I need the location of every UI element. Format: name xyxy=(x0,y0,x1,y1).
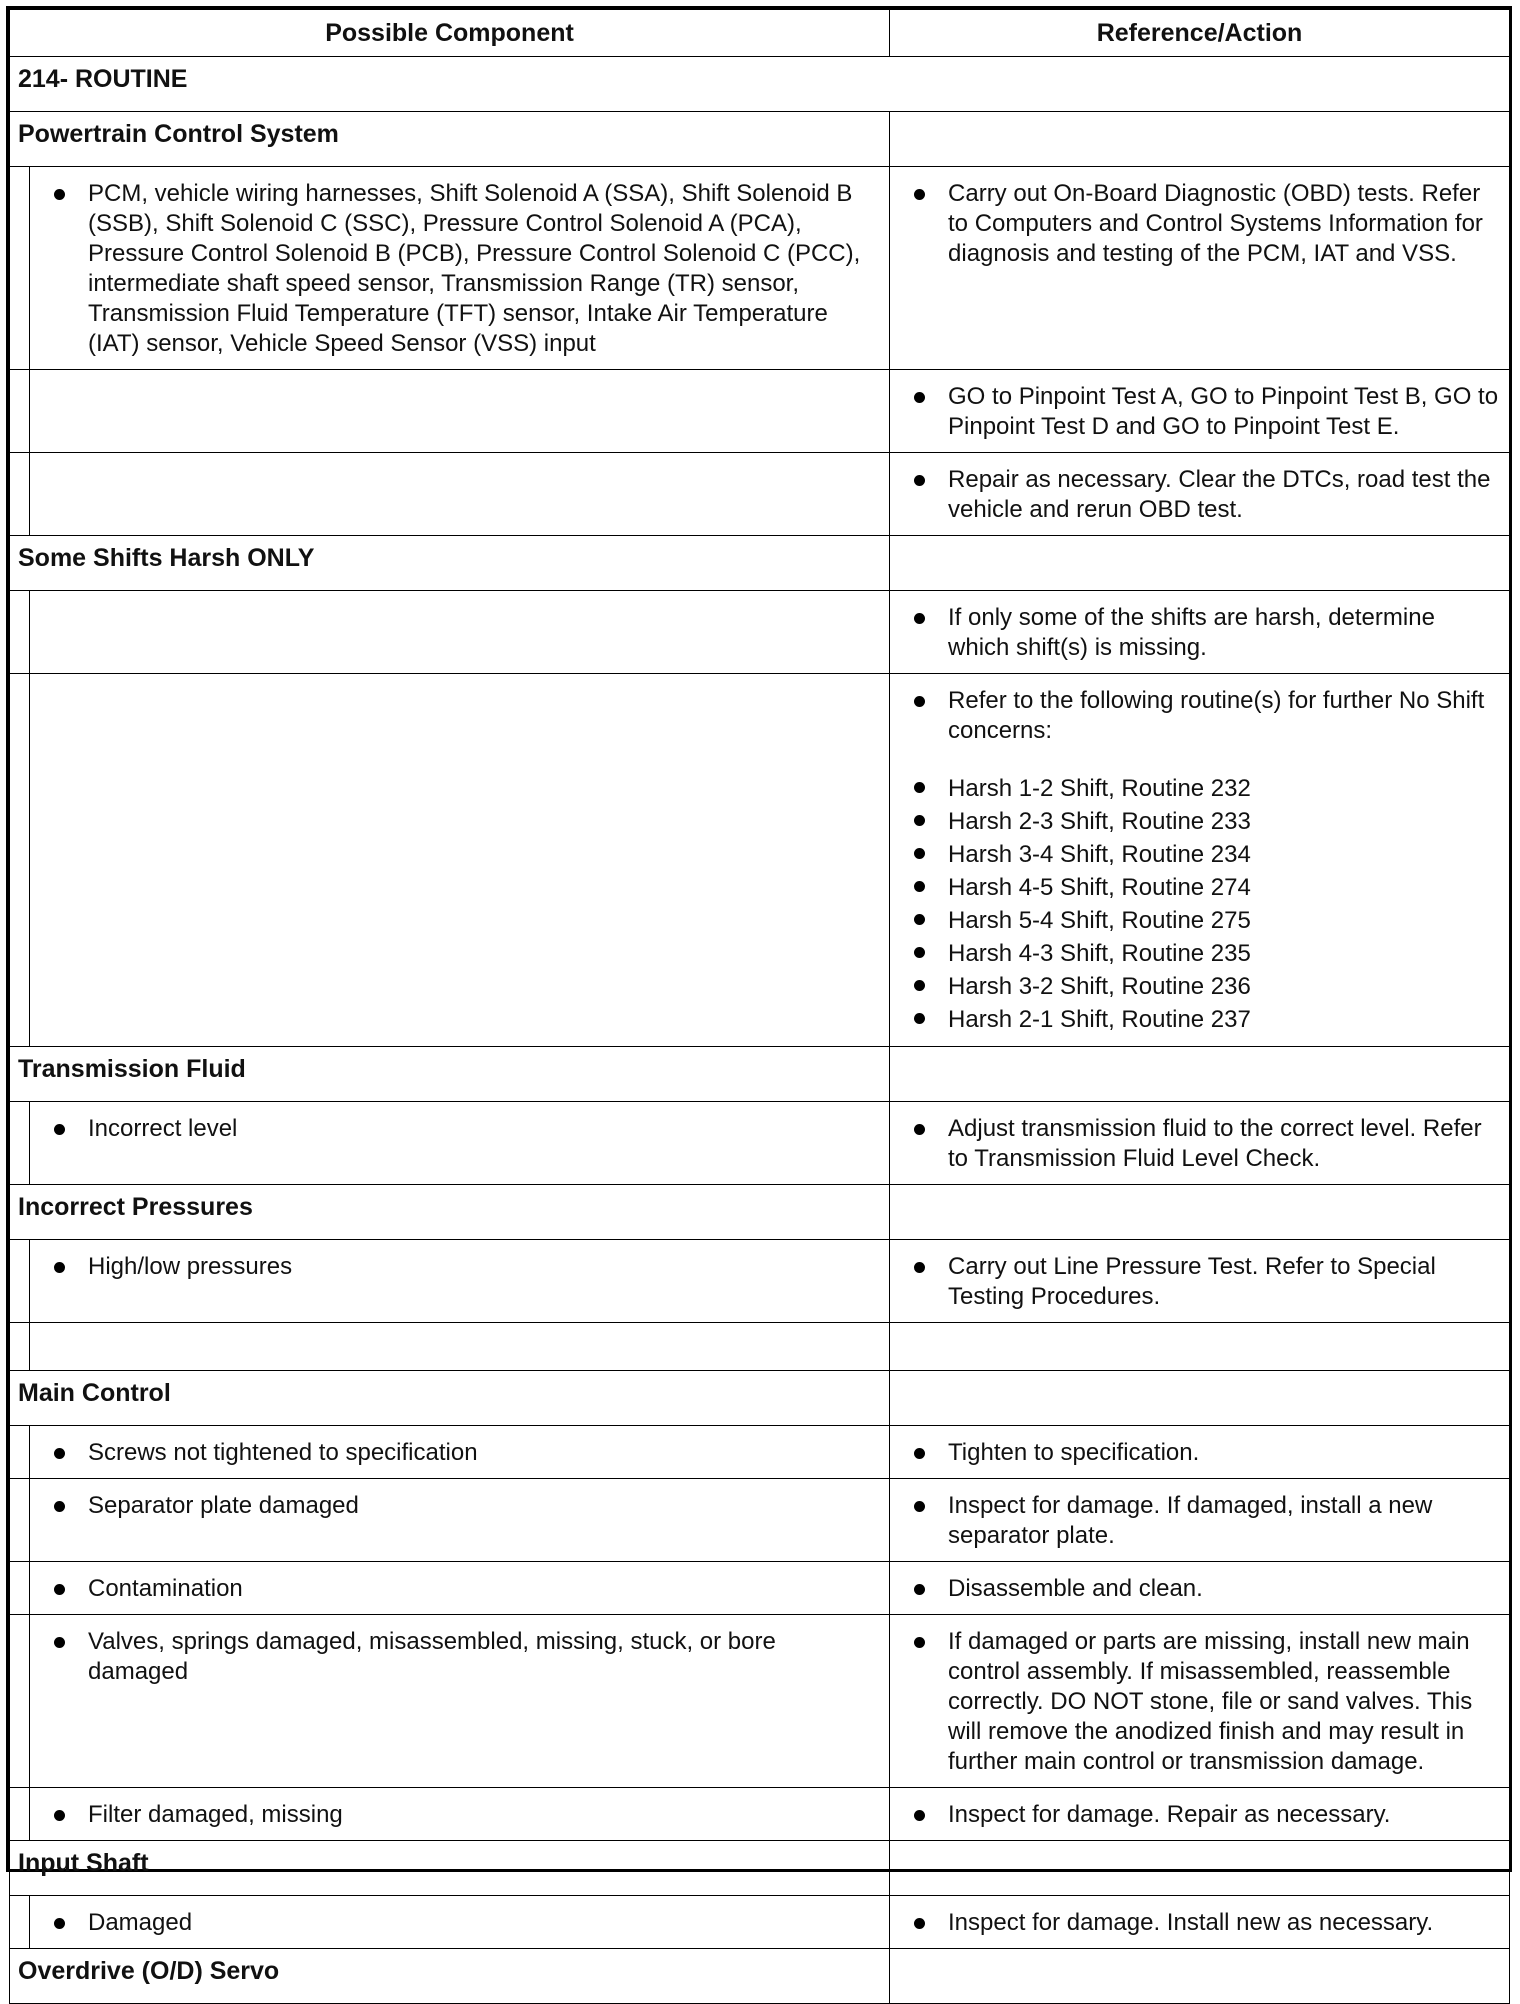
table-row xyxy=(10,591,1510,674)
table-row xyxy=(10,1479,1510,1562)
section-header-harsh xyxy=(10,536,1510,591)
section-title-harsh: Some Shifts Harsh ONLY xyxy=(10,536,890,591)
action-item: GO to Pinpoint Test A, GO to Pinpoint Test B, GO to Pinpoint Test D and GO to Pinpoint Test E. xyxy=(910,382,1501,442)
component-item: PCM, vehicle wiring harnesses, Shift Solenoid A (SSA), Shift Solenoid B (SSB), Shift Solenoid C (SSC), Pressure Control Solenoid A (PCA), Pressure Control Solenoid B (PCB), Pressure Control Solenoid C (PCC), intermediate shaft speed sensor, Transmission Range (TR) sensor, Transmission Fluid Temperature (TFT) sensor, Intake Air Temperature (IAT) sensor, Vehicle Speed Sensor (VSS) input xyxy=(50,179,881,359)
routine-item: Harsh 3-4 Shift, Routine 234 xyxy=(910,838,1501,871)
action-item: Disassemble and clean. xyxy=(910,1574,1501,1604)
table-row xyxy=(10,1426,1510,1479)
section-header-fluid xyxy=(10,1047,1510,1102)
table-row xyxy=(10,1240,1510,1323)
action-item: Carry out Line Pressure Test. Refer to Special Testing Procedures. xyxy=(910,1252,1501,1312)
action-item: Adjust transmission fluid to the correct level. Refer to Transmission Fluid Level Check. xyxy=(910,1114,1501,1174)
section-header-main xyxy=(10,1371,1510,1426)
table-row xyxy=(10,1562,1510,1615)
component-cell xyxy=(30,1615,890,1788)
diagnostic-table xyxy=(9,9,1510,2004)
section-title-servo: Overdrive (O/D) Servo xyxy=(10,1949,890,2004)
action-item: Carry out On-Board Diagnostic (OBD) tests. Refer to Computers and Control Systems Information for diagnosis and testing of the PCM, IAT and VSS. xyxy=(910,179,1501,269)
table-row xyxy=(10,1788,1510,1841)
section-title-main: Main Control xyxy=(10,1371,890,1426)
routine-row xyxy=(10,57,1510,112)
component-cell xyxy=(30,1788,890,1841)
component-cell xyxy=(30,1562,890,1615)
section-header-powertrain xyxy=(10,112,1510,167)
component-item: Separator plate damaged xyxy=(50,1491,881,1521)
action-cell xyxy=(890,1102,1510,1185)
action-cell xyxy=(890,1426,1510,1479)
component-cell xyxy=(30,1102,890,1185)
component-item: Valves, springs damaged, misassembled, missing, stuck, or bore damaged xyxy=(50,1627,881,1687)
routine-item: Harsh 1-2 Shift, Routine 232 xyxy=(910,772,1501,805)
action-cell xyxy=(890,1479,1510,1562)
table-row xyxy=(10,370,1510,453)
routine-item: Harsh 2-1 Shift, Routine 237 xyxy=(910,1003,1501,1036)
table-row xyxy=(10,1102,1510,1185)
action-cell xyxy=(890,591,1510,674)
component-item: Incorrect level xyxy=(50,1114,881,1144)
component-item: Damaged xyxy=(50,1908,881,1938)
action-cell xyxy=(890,1562,1510,1615)
component-cell xyxy=(30,1896,890,1949)
routine-list xyxy=(910,772,1501,1036)
routine-item: Harsh 4-3 Shift, Routine 235 xyxy=(910,937,1501,970)
component-cell xyxy=(30,1479,890,1562)
component-cell xyxy=(30,1240,890,1323)
section-header-input xyxy=(10,1841,1510,1896)
action-cell xyxy=(890,1240,1510,1323)
action-cell xyxy=(890,1896,1510,1949)
routine-item: Harsh 4-5 Shift, Routine 274 xyxy=(910,871,1501,904)
routine-item: Harsh 3-2 Shift, Routine 236 xyxy=(910,970,1501,1003)
action-item: If only some of the shifts are harsh, determine which shift(s) is missing. xyxy=(910,603,1501,663)
table-row xyxy=(10,453,1510,536)
header-reference-action: Reference/Action xyxy=(890,10,1510,57)
routine-title: 214- ROUTINE xyxy=(10,57,1510,112)
component-item: Filter damaged, missing xyxy=(50,1800,881,1830)
action-item: Refer to the following routine(s) for further No Shift concerns: xyxy=(910,686,1501,746)
action-item: Repair as necessary. Clear the DTCs, road test the vehicle and rerun OBD test. xyxy=(910,465,1501,525)
action-cell xyxy=(890,167,1510,370)
routine-item: Harsh 5-4 Shift, Routine 275 xyxy=(910,904,1501,937)
section-header-servo xyxy=(10,1949,1510,2004)
section-header-pressures xyxy=(10,1185,1510,1240)
table-row xyxy=(10,1615,1510,1788)
action-cell xyxy=(890,370,1510,453)
component-item: High/low pressures xyxy=(50,1252,881,1282)
action-item: Inspect for damage. Install new as necessary. xyxy=(910,1908,1501,1938)
action-cell xyxy=(890,674,1510,1047)
table-row xyxy=(10,1896,1510,1949)
action-cell xyxy=(890,1788,1510,1841)
section-title-powertrain: Powertrain Control System xyxy=(10,112,890,167)
component-cell xyxy=(30,1426,890,1479)
component-item: Screws not tightened to specification xyxy=(50,1438,881,1468)
table-row xyxy=(10,674,1510,1047)
table-row xyxy=(10,167,1510,370)
action-item: Inspect for damage. Repair as necessary. xyxy=(910,1800,1501,1830)
action-item: Tighten to specification. xyxy=(910,1438,1501,1468)
table-header-row xyxy=(10,10,1510,57)
component-cell xyxy=(30,167,890,370)
empty-row xyxy=(10,1323,1510,1371)
action-cell xyxy=(890,453,1510,536)
action-item: Inspect for damage. If damaged, install a new separator plate. xyxy=(910,1491,1501,1551)
document-page xyxy=(6,6,1512,1985)
section-title-fluid: Transmission Fluid xyxy=(10,1047,890,1102)
routine-item: Harsh 2-3 Shift, Routine 233 xyxy=(910,805,1501,838)
header-possible-component: Possible Component xyxy=(10,10,890,57)
action-item: If damaged or parts are missing, install new main control assembly. If misassembled, reassemble correctly. DO NOT stone, file or sand valves. This will remove the anodized finish and may result in further main control or transmission damage. xyxy=(910,1627,1501,1777)
component-item: Contamination xyxy=(50,1574,881,1604)
action-cell xyxy=(890,1615,1510,1788)
section-title-input: Input Shaft xyxy=(10,1841,890,1896)
section-title-pressures: Incorrect Pressures xyxy=(10,1185,890,1240)
